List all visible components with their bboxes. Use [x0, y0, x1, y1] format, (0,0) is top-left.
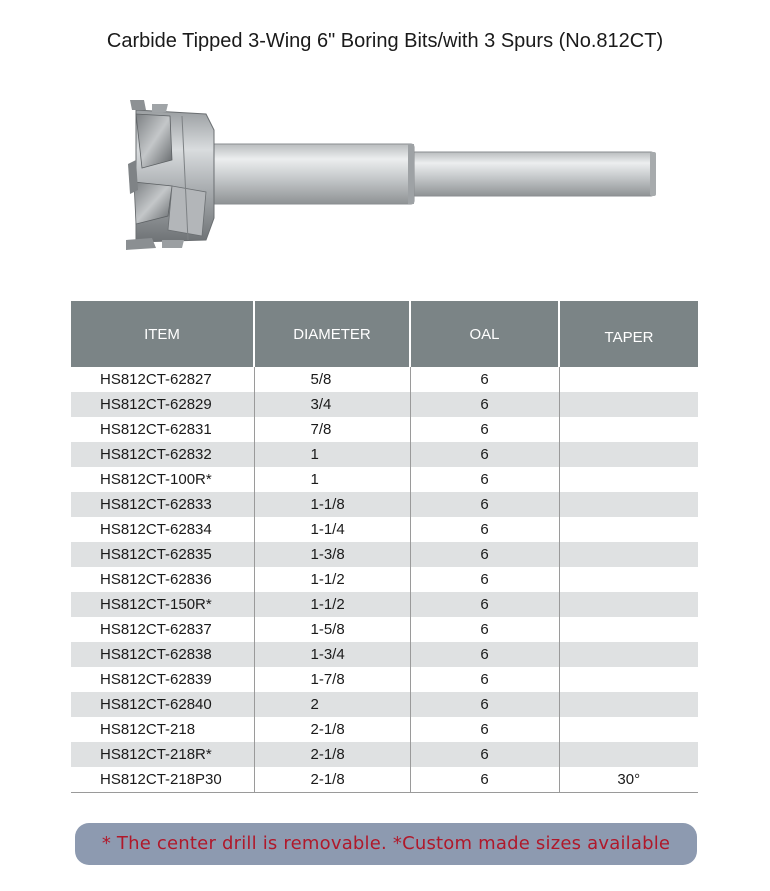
footnote-banner: * The center drill is removable. *Custom made sizes available	[75, 823, 697, 865]
table-row	[71, 542, 698, 567]
cell-diameter: 1-3/8	[254, 542, 410, 567]
cell-item: HS812CT-62834	[100, 521, 212, 538]
table-row	[71, 492, 698, 517]
cell-item: HS812CT-62827	[100, 371, 212, 388]
cell-taper	[559, 692, 698, 717]
cell-oal: 6	[410, 717, 559, 742]
header-taper: TAPER	[559, 301, 698, 367]
cell-diameter: 3/4	[254, 392, 410, 417]
shank-small	[412, 152, 654, 196]
cell-oal: 6	[410, 567, 559, 592]
table-row	[71, 417, 698, 442]
cell-taper: 30°	[559, 767, 698, 793]
cell-taper	[559, 542, 698, 567]
cell-diameter: 1-1/2	[254, 592, 410, 617]
cell-oal: 6	[410, 492, 559, 517]
cell-item: HS812CT-62836	[100, 571, 212, 588]
cell-taper	[559, 642, 698, 667]
cell-diameter: 1-1/4	[254, 517, 410, 542]
cell-diameter: 2-1/8	[254, 767, 410, 793]
cell-taper	[559, 567, 698, 592]
cell-oal: 6	[410, 392, 559, 417]
cell-taper	[559, 592, 698, 617]
cell-item: HS812CT-62839	[100, 671, 212, 688]
table-row	[71, 692, 698, 717]
table-row	[71, 442, 698, 467]
page-title: Carbide Tipped 3-Wing 6" Boring Bits/with 3 Spurs (No.812CT)	[106, 30, 664, 52]
cell-item: HS812CT-62835	[71, 542, 254, 567]
cell-diameter: 1-7/8	[254, 667, 410, 692]
table-row	[71, 617, 698, 642]
cell-diameter: 2	[254, 692, 410, 717]
cell-item: HS812CT-62837	[100, 621, 212, 638]
cell-item: HS812CT-62833	[71, 492, 254, 517]
table-row	[71, 742, 698, 767]
table-row	[71, 392, 698, 417]
cell-oal: 6	[410, 667, 559, 692]
cell-oal: 6	[410, 642, 559, 667]
cell-item: HS812CT-100R*	[100, 471, 212, 488]
cell-taper	[559, 442, 698, 467]
spec-table	[71, 301, 698, 793]
cell-oal: 6	[410, 767, 559, 793]
table-row	[71, 642, 698, 667]
cell-taper	[559, 417, 698, 442]
cell-diameter: 1-1/8	[254, 492, 410, 517]
cell-oal: 6	[410, 417, 559, 442]
cell-taper	[559, 367, 698, 392]
cell-item: HS812CT-218P30	[71, 767, 254, 793]
table-row	[71, 467, 698, 492]
header-item: ITEM	[71, 301, 254, 367]
cell-diameter: 7/8	[254, 417, 410, 442]
cell-item: HS812CT-62838	[71, 642, 254, 667]
table-row	[71, 717, 698, 742]
cell-item: HS812CT-218	[100, 721, 196, 738]
table-row	[71, 367, 698, 392]
header-oal: OAL	[410, 301, 559, 367]
table-row	[71, 667, 698, 692]
cell-taper	[559, 467, 698, 492]
table-row	[71, 567, 698, 592]
cell-diameter: 5/8	[254, 367, 410, 392]
cell-taper	[559, 742, 698, 767]
cell-taper	[559, 617, 698, 642]
cell-diameter: 1-1/2	[254, 567, 410, 592]
table-row	[71, 592, 698, 617]
table-row	[71, 517, 698, 542]
cell-taper	[559, 667, 698, 692]
cell-oal: 6	[410, 617, 559, 642]
cell-item: HS812CT-218R*	[71, 742, 254, 767]
cell-oal: 6	[410, 367, 559, 392]
cell-taper	[559, 717, 698, 742]
cell-diameter: 1-3/4	[254, 642, 410, 667]
cell-taper	[559, 517, 698, 542]
table-body	[71, 367, 698, 793]
cell-oal: 6	[410, 442, 559, 467]
cell-item: HS812CT-62832	[71, 442, 254, 467]
boring-bit-image	[122, 90, 662, 260]
cell-taper	[559, 392, 698, 417]
cell-diameter: 2-1/8	[254, 742, 410, 767]
table-row	[71, 767, 698, 793]
cell-oal: 6	[410, 542, 559, 567]
cell-diameter: 2-1/8	[254, 717, 410, 742]
cell-taper	[559, 492, 698, 517]
cell-diameter: 1	[254, 467, 410, 492]
cell-diameter: 1	[254, 442, 410, 467]
cell-item: HS812CT-62831	[100, 421, 212, 438]
cell-oal: 6	[410, 742, 559, 767]
cell-oal: 6	[410, 592, 559, 617]
cell-oal: 6	[410, 467, 559, 492]
cell-oal: 6	[410, 517, 559, 542]
table-header-row	[71, 301, 698, 367]
cell-diameter: 1-5/8	[254, 617, 410, 642]
cell-item: HS812CT-62840	[71, 692, 254, 717]
header-diameter: DIAMETER	[254, 301, 410, 367]
shank-large	[210, 144, 414, 204]
cell-item: HS812CT-62829	[71, 392, 254, 417]
cell-item: HS812CT-150R*	[71, 592, 254, 617]
cell-oal: 6	[410, 692, 559, 717]
